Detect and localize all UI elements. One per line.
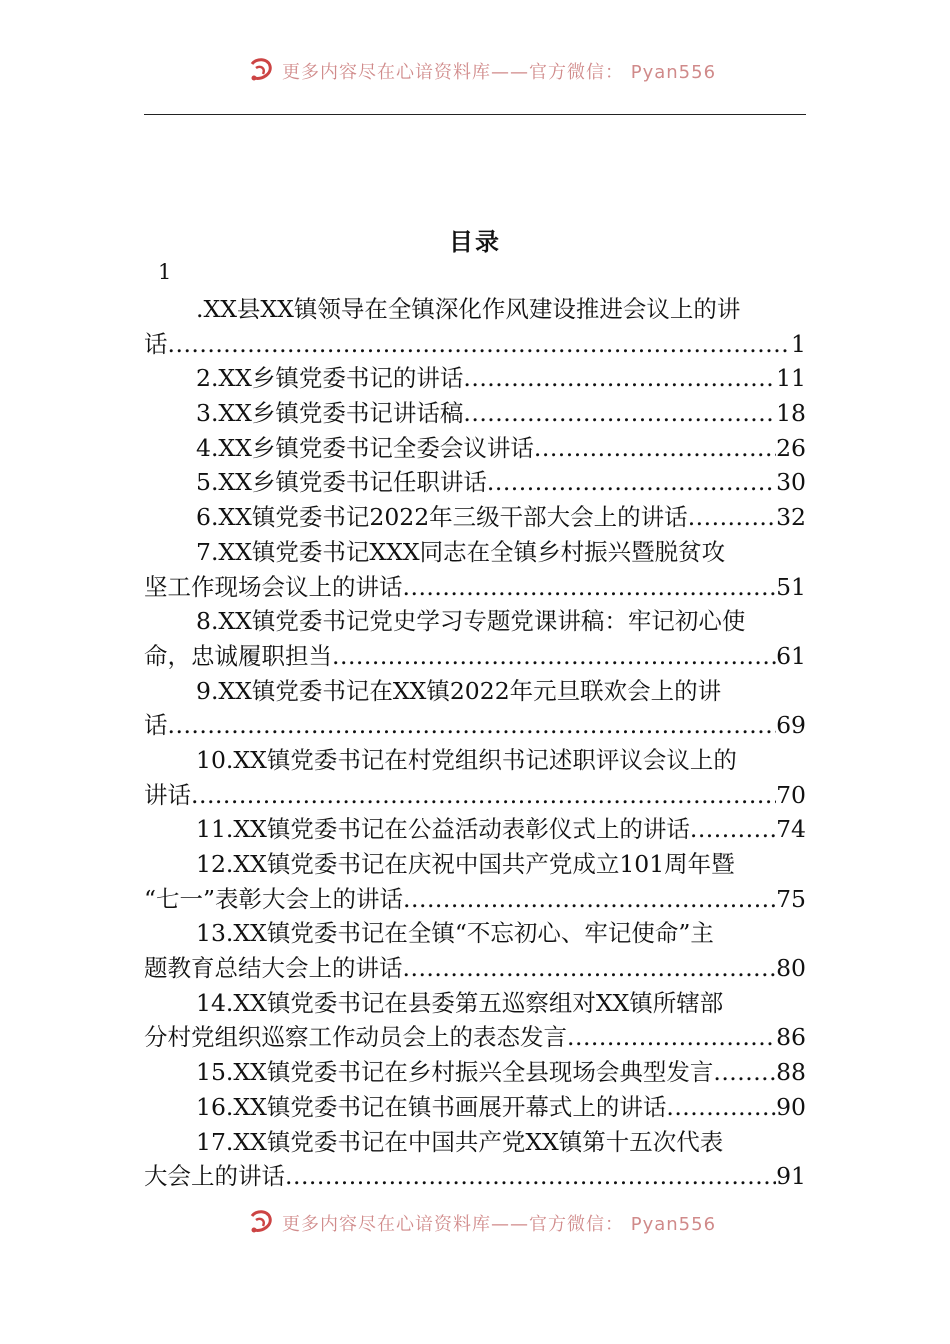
toc-entry-text: 15.XX镇党委书记在乡村振兴全县现场会典型发言 [196,1058,714,1087]
header-watermark [246,54,766,88]
toc-leader-dots [690,812,776,847]
toc-page-number: 18 [776,399,806,428]
toc-entry-text: 坚工作现场会议上的讲话 [144,572,403,601]
footer-watermark [246,1206,766,1240]
toc-entry-line[interactable] [144,951,806,986]
toc-entry-line[interactable] [144,639,806,674]
page-title: 目录 [449,228,501,256]
toc-entry-text: 6.XX镇党委书记2022年三级干部大会上的讲话 [196,503,688,532]
header-watermark-text: 更多内容尽在心谙资料库——官方微信： Pyan556 [282,62,717,83]
toc-page-number: 75 [776,884,806,913]
toc-entry-line[interactable] [144,1159,806,1194]
toc-leader-dots [463,361,776,396]
toc-entry-line [144,743,806,778]
toc-leader-dots [403,570,777,605]
toc-entry-text: 8.XX镇党委书记党史学习专题党课讲稿：牢记初心使 [196,607,746,636]
toc-leader-dots [463,396,776,431]
toc-entry-line [144,986,806,1021]
toc-entry-line [144,674,806,709]
toc-page-number: 32 [776,503,806,532]
toc-leader-dots [168,708,777,743]
toc-entry-line [144,916,806,951]
toc-page-number: 51 [776,572,806,601]
toc-leader-dots [332,639,776,674]
toc-leader-dots [168,327,792,362]
toc-entry-text: 题教育总结大会上的讲话 [144,954,403,983]
toc-entry-text: 话 [144,711,168,740]
toc-page-number: 88 [776,1058,806,1087]
toc-entry-text: 2.XX乡镇党委书记的讲话 [196,364,464,393]
toc-leader-dots [534,431,776,466]
toc-leader-dots [403,951,777,986]
toc-entry-text: 10.XX镇党委书记在村党组织书记述职评议会议上的 [196,745,737,774]
toc-entry-line[interactable] [144,465,806,500]
toc-entry-line[interactable] [144,778,806,813]
toc-entry-text: 14.XX镇党委书记在县委第五巡察组对XX镇所辖部 [196,988,724,1017]
toc-entry-text: 7.XX镇党委书记XXX同志在全镇乡村振兴暨脱贫攻 [196,537,726,566]
table-of-contents [144,292,806,1194]
toc-leader-dots [285,1159,776,1194]
toc-entry-text: 讲话 [144,780,191,809]
toc-page-number: 1 [791,329,806,358]
toc-entry-line [144,535,806,570]
watermark-logo-icon [246,1208,276,1238]
toc-entry-text: 3.XX乡镇党委书记讲话稿 [196,399,464,428]
toc-entry-line [144,292,806,327]
page-number: 1 [158,260,172,284]
toc-leader-dots [688,500,776,535]
toc-entry-line[interactable] [144,1090,806,1125]
watermark-logo-icon [246,56,276,86]
toc-entry-line[interactable] [144,812,806,847]
toc-entry-line[interactable] [144,1055,806,1090]
toc-entry-text: 13.XX镇党委书记在全镇“不忘初心、牢记使命”主 [196,919,714,948]
toc-page-number: 61 [776,641,806,670]
toc-page-number: 80 [776,954,806,983]
toc-page-number: 70 [776,780,806,809]
toc-entry-line[interactable] [144,882,806,917]
toc-entry-text: 命，忠诚履职担当 [144,641,332,670]
toc-page-number: 86 [776,1023,806,1052]
toc-entry-line[interactable] [144,361,806,396]
toc-leader-dots [567,1020,776,1055]
toc-entry-text: 4.XX乡镇党委书记全委会议讲话 [196,433,534,462]
toc-entry-text: 12.XX镇党委书记在庆祝中国共产党成立101周年暨 [196,850,735,878]
toc-leader-dots [487,465,776,500]
toc-leader-dots [191,778,776,813]
header-rule [144,114,806,115]
toc-entry-line[interactable] [144,431,806,466]
toc-entry-text: 大会上的讲话 [144,1162,285,1191]
toc-entry-line[interactable] [144,396,806,431]
toc-entry-line[interactable] [144,1020,806,1055]
toc-entry-line [144,604,806,639]
toc-leader-dots [713,1055,776,1090]
toc-entry-text: 11.XX镇党委书记在公益活动表彰仪式上的讲话 [196,815,690,844]
toc-page-number: 26 [776,433,806,462]
toc-entry-text: 9.XX镇党委书记在XX镇2022年元旦联欢会上的讲 [196,676,722,705]
toc-page-number: 74 [776,815,806,844]
toc-entry-text: 17.XX镇党委书记在中国共产党XX镇第十五次代表 [196,1127,724,1156]
toc-page-number: 30 [776,468,806,497]
toc-entry-line[interactable] [144,570,806,605]
footer-watermark-text: 更多内容尽在心谙资料库——官方微信： Pyan556 [282,1214,717,1235]
toc-leader-dots [403,882,776,917]
toc-leader-dots [666,1090,776,1125]
toc-page-number: 69 [776,711,806,740]
toc-entry-line[interactable] [144,708,806,743]
toc-page-number: 91 [776,1162,806,1191]
toc-entry-text: 16.XX镇党委书记在镇书画展开幕式上的讲话 [196,1092,667,1121]
toc-page-number: 11 [776,364,806,393]
toc-entry-line [144,1125,806,1160]
toc-entry-line [144,847,806,882]
toc-entry-text: “七一”表彰大会上的讲话 [144,884,404,913]
toc-entry-text: .XX县XX镇领导在全镇深化作风建设推进会议上的讲 [196,295,741,323]
toc-entry-text: 话 [144,329,168,358]
toc-entry-text: 5.XX乡镇党委书记任职讲话 [196,468,487,497]
toc-entry-text: 分村党组织巡察工作动员会上的表态发言 [144,1023,567,1052]
toc-entry-line[interactable] [144,327,806,362]
toc-entry-line[interactable] [144,500,806,535]
toc-page-number: 90 [776,1092,806,1121]
